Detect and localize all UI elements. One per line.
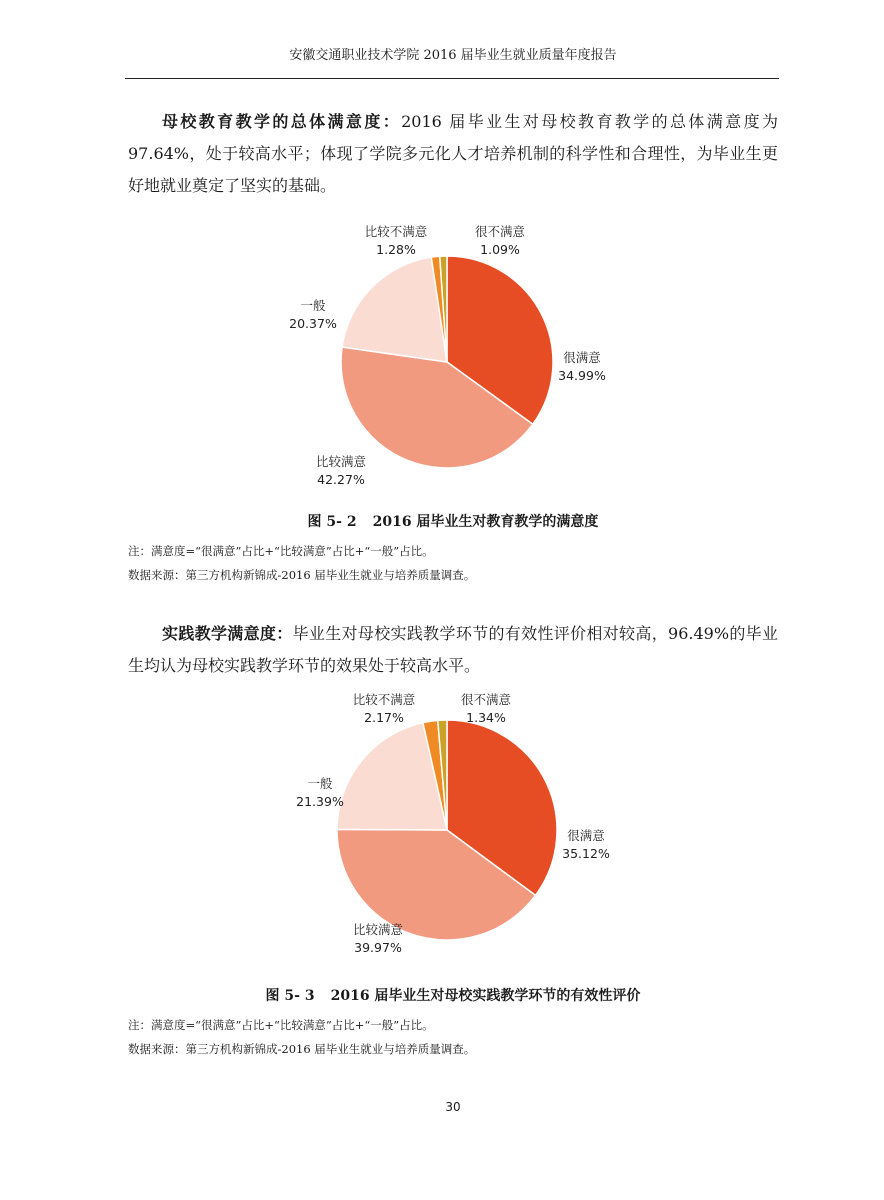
pie-value-dissatisfied: 1.28% (376, 242, 416, 257)
figure1-source: 数据来源：第三方机构新锦成-2016 届毕业生就业与培养质量调查。 (128, 568, 476, 582)
satisfaction-pie-chart-1 (258, 222, 638, 512)
section2-lead: 实践教学满意度： (162, 624, 293, 643)
pie-label-dissatisfied: 比较不满意 (352, 692, 416, 707)
pie-label-satisfied: 比较满意 (315, 454, 367, 469)
section1-body: 2016 届毕业生对母校教育教学的总体满意度为 97.64%，处于较高水平；体现了学院多元化人才培养机制的科学性和合理性，为毕业生更好地就业奠定了坚实的基础。 (128, 112, 778, 195)
pie-value-very-satisfied: 34.99% (558, 368, 606, 383)
pie-value-neutral: 21.39% (296, 794, 344, 809)
figure2-source: 数据来源：第三方机构新锦成-2016 届毕业生就业与培养质量调查。 (128, 1042, 476, 1056)
pie-chart-svg-1 (258, 222, 638, 512)
pie-label-neutral: 一般 (300, 298, 326, 313)
section2-body: 毕业生对母校实践教学环节的有效性评价相对较高，96.49%的毕业生均认为母校实践教学环节的效果处于较高水平。 (128, 624, 778, 675)
pie-label-very-dissatisfied: 很不满意 (474, 224, 526, 239)
pie-chart-svg-2 (258, 690, 638, 980)
figure2-title: 2016 届毕业生对母校实践教学环节的有效性评价 (330, 988, 641, 1004)
section1-lead: 母校教育教学的总体满意度： (162, 112, 402, 131)
pie-value-dissatisfied: 2.17% (364, 710, 404, 725)
section1-paragraph (128, 106, 778, 202)
header-divider (125, 78, 779, 79)
pie-label-very-satisfied: 很满意 (567, 828, 605, 843)
pie-value-satisfied: 42.27% (317, 472, 365, 487)
pie-label-satisfied: 比较满意 (352, 922, 404, 937)
pie-label-very-dissatisfied: 很不满意 (460, 692, 512, 707)
figure1-number: 图 5- 2 (307, 514, 357, 530)
pie-value-satisfied: 39.97% (354, 940, 402, 955)
figure1-note: 注：满意度=“很满意”占比+“比较满意”占比+“一般”占比。 (128, 544, 434, 558)
figure1-title: 2016 届毕业生对教育教学的满意度 (372, 514, 599, 530)
pie-value-very-satisfied: 35.12% (562, 846, 610, 861)
page-number: 30 (445, 1100, 461, 1114)
satisfaction-pie-chart-2 (258, 690, 638, 980)
pie-value-very-dissatisfied: 1.09% (480, 242, 520, 257)
pie-value-very-dissatisfied: 1.34% (466, 710, 506, 725)
pie-label-dissatisfied: 比较不满意 (364, 224, 428, 239)
pie-slice-neutral (342, 257, 447, 362)
pie-value-neutral: 20.37% (289, 316, 337, 331)
pie-label-very-satisfied: 很满意 (563, 350, 601, 365)
page-header: 安徽交通职业技术学院 2016 届毕业生就业质量年度报告 (289, 48, 617, 63)
section2-paragraph (128, 618, 778, 682)
pie-label-neutral: 一般 (307, 776, 333, 791)
figure2-number: 图 5- 3 (265, 988, 315, 1004)
figure2-note: 注：满意度=“很满意”占比+“比较满意”占比+“一般”占比。 (128, 1018, 434, 1032)
figure2-caption (128, 986, 778, 1006)
figure1-caption (128, 512, 778, 532)
